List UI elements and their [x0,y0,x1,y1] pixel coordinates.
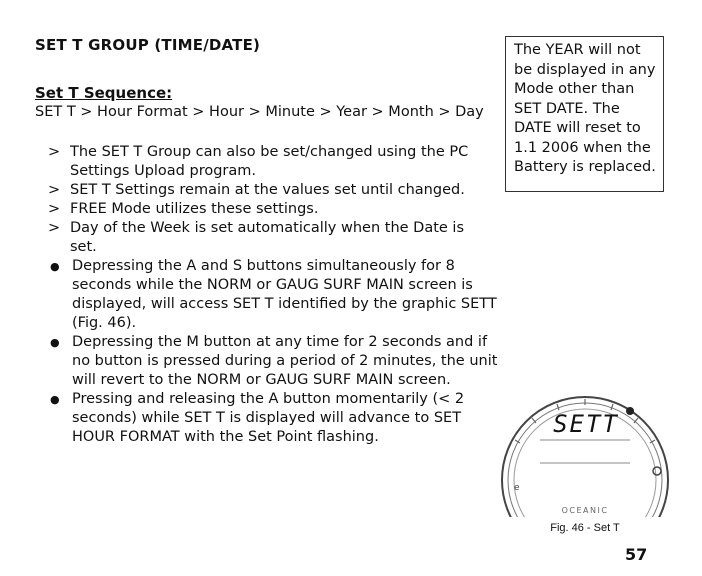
bullet-list [50,257,500,447]
bullet-item [50,257,500,333]
figure-caption: Fig. 46 - Set T [550,522,620,534]
notes-list [48,143,488,257]
note-marker: > [48,144,61,160]
info-box: The YEAR will not be displayed in any Mode other than SET DATE. The DATE will reset to 1.1 2006 when the Battery is replaced. [505,36,664,192]
sequence-heading: Set T Sequence: [35,84,173,102]
bullet-text: Depressing the M button at any time for 2 seconds and if no button is pressed during a period of 2 minutes, the unit will revert to the NORM or GAUG SURF MAIN screen. [72,334,498,388]
dive-computer-figure [500,385,670,517]
bezel-marker-icon [626,407,634,415]
note-text: The SET T Group can also be set/changed using the PC Settings Upload program. [70,144,469,179]
bullet-item [50,333,500,390]
bullet-item [50,390,500,447]
bullet-text: Depressing the A and S buttons simultaneously for 8 seconds while the NORM or GAUG SURF MAIN screen is displayed, will access SET T identified by the graphic SETT (Fig. 46). [72,258,497,331]
bullet-marker: ● [50,393,60,406]
note-marker: > [48,220,61,236]
brand-label: OCEANIC [561,506,609,515]
note-text: Day of the Week is set automatically when the Date is set. [70,220,465,255]
note-text: FREE Mode utilizes these settings. [70,201,319,217]
note-item [48,181,488,200]
note-item [48,219,488,257]
sequence-text: SET T > Hour Format > Hour > Minute > Year > Month > Day [35,104,484,120]
note-marker: > [48,182,61,198]
dive-computer-illustration [500,385,670,517]
side-button-icon [653,467,661,475]
note-item [48,143,488,181]
note-text: SET T Settings remain at the values set until changed. [70,182,465,198]
bullet-marker: ● [50,336,60,349]
bullet-marker: ● [50,260,60,273]
page-number: 57 [625,545,648,564]
bullet-text: Pressing and releasing the A button momentarily (< 2 seconds) while SET T is displayed will advance to SET HOUR FORMAT with the Set Point flashing. [72,391,465,445]
display-text: SETT [553,410,619,438]
section-title: SET T GROUP (TIME/DATE) [35,36,261,54]
note-marker: > [48,201,61,217]
left-marker-icon: e [514,483,520,493]
note-item [48,200,488,219]
